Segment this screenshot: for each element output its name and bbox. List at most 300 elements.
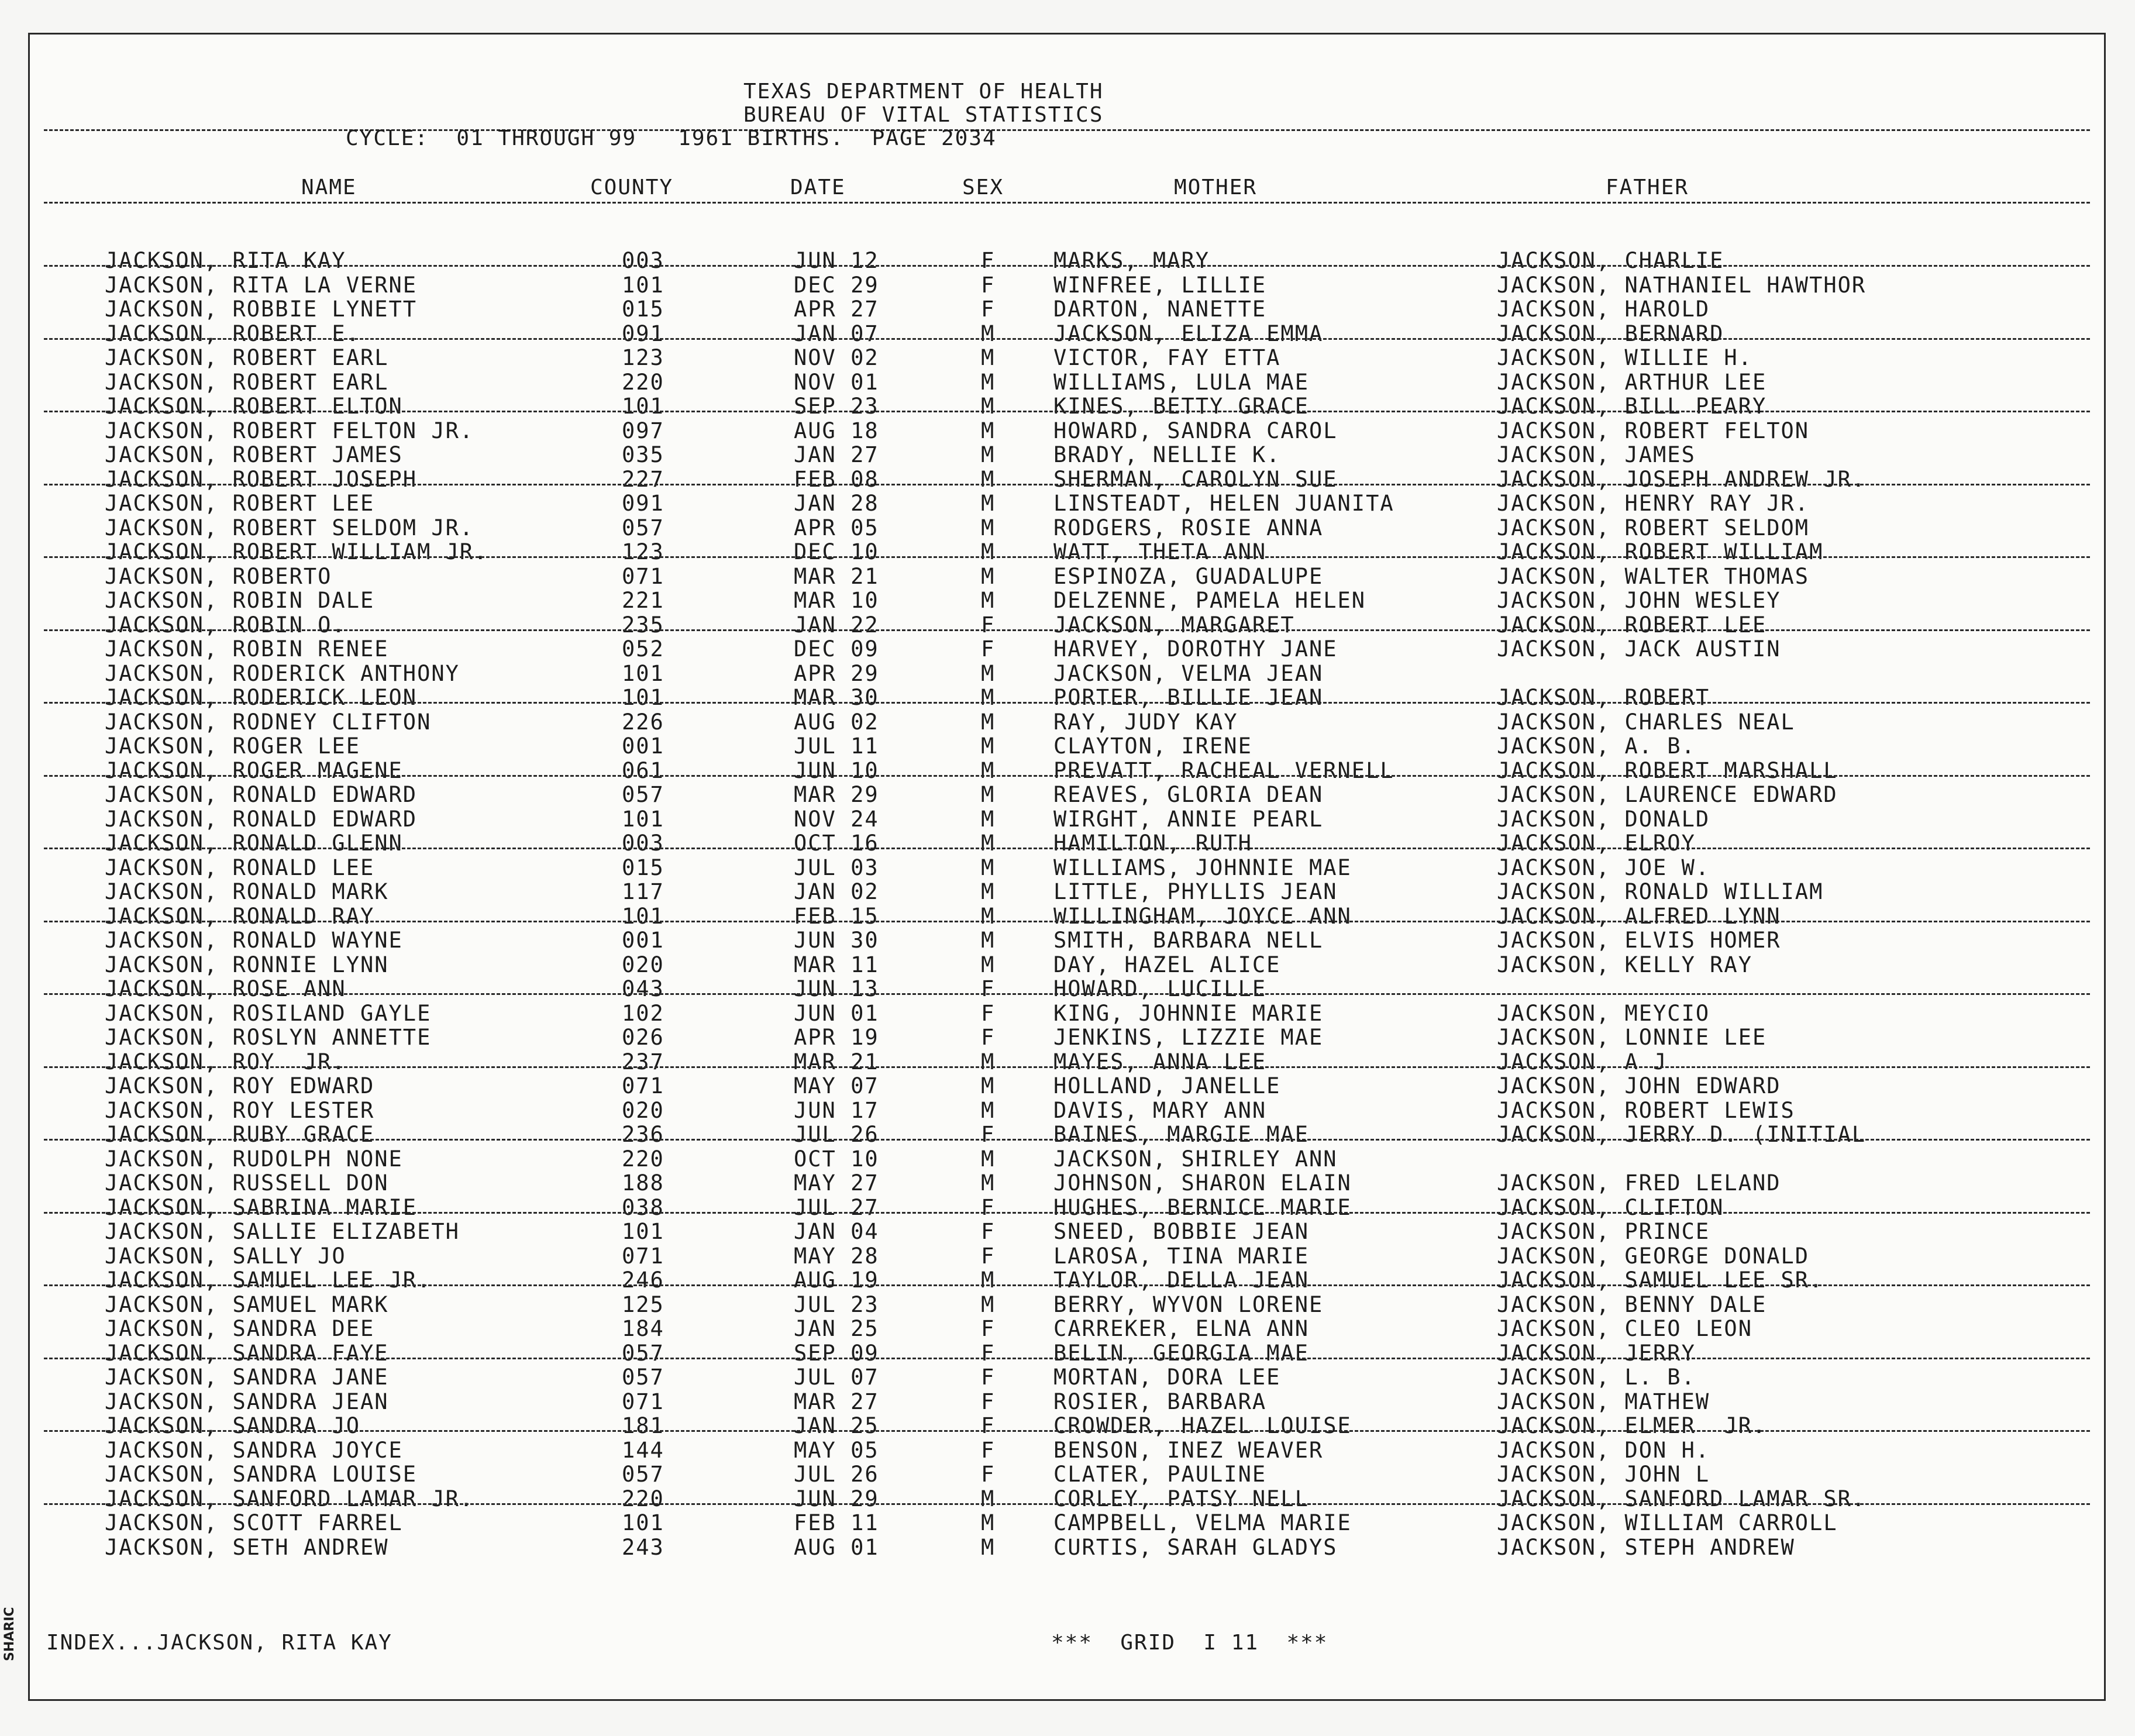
cell-date: JUN 13 <box>794 976 879 1001</box>
report-subtitle: BUREAU OF VITAL STATISTICS <box>743 103 1104 127</box>
cell-sex: M <box>981 491 996 516</box>
table-row <box>30 613 2104 637</box>
cell-name: JACKSON, RONALD GLENN <box>105 831 403 856</box>
cell-county: 101 <box>622 806 664 832</box>
cell-county: 220 <box>622 1146 664 1172</box>
cell-name: JACKSON, SANDRA LOUISE <box>105 1462 418 1487</box>
cell-date: DEC 10 <box>794 539 879 564</box>
cell-date: MAY 27 <box>794 1170 879 1196</box>
cell-mother: SNEED, BOBBIE JEAN <box>1053 1219 1309 1244</box>
cell-father: JACKSON, ARTHUR LEE <box>1497 369 1767 395</box>
cell-father: JACKSON, KELLY RAY <box>1497 952 1752 977</box>
cell-name: JACKSON, RONNIE LYNN <box>105 952 389 977</box>
cell-name: JACKSON, ROY LESTER <box>105 1097 375 1123</box>
table-row <box>30 297 2104 321</box>
row-separator <box>44 993 2090 995</box>
cell-name: JACKSON, SABRINA MARIE <box>105 1194 418 1220</box>
cell-sex: M <box>981 1049 996 1074</box>
table-row <box>30 1268 2104 1292</box>
cell-mother: LITTLE, PHYLLIS JEAN <box>1053 879 1338 904</box>
col-header-sex: SEX <box>962 175 1004 199</box>
cell-mother: KINES, BETTY GRACE <box>1053 394 1309 419</box>
cell-sex: M <box>981 757 996 783</box>
row-separator <box>44 1139 2090 1141</box>
table-row <box>30 831 2104 855</box>
cell-name: JACKSON, ROBIN O. <box>105 612 346 638</box>
cell-name: JACKSON, ROGER MAGENE <box>105 757 403 783</box>
cell-county: 101 <box>622 1219 664 1244</box>
cell-name: JACKSON, ROBIN RENEE <box>105 636 389 662</box>
table-row <box>30 467 2104 491</box>
cell-county: 181 <box>622 1413 664 1438</box>
row-separator <box>44 848 2090 849</box>
table-row <box>30 1001 2104 1025</box>
cell-father: JACKSON, A J <box>1497 1049 1668 1074</box>
table-row <box>30 540 2104 564</box>
cell-county: 125 <box>622 1291 664 1317</box>
cell-mother: HOWARD, SANDRA CAROL <box>1053 418 1338 443</box>
cell-mother: PORTER, BILLIE JEAN <box>1053 685 1324 710</box>
cell-date: JUL 26 <box>794 1462 879 1487</box>
cell-county: 246 <box>622 1267 664 1293</box>
cell-name: JACKSON, RITA KAY <box>105 248 346 273</box>
table-row <box>30 662 2104 686</box>
cell-sex: M <box>981 879 996 904</box>
cell-sex: M <box>981 1170 996 1196</box>
table-row <box>30 1171 2104 1195</box>
cell-date: JUL 07 <box>794 1365 879 1390</box>
cell-father: JACKSON, GEORGE DONALD <box>1497 1243 1810 1269</box>
cell-sex: M <box>981 515 996 540</box>
table-row <box>30 1341 2104 1365</box>
cell-county: 144 <box>622 1437 664 1463</box>
cell-sex: F <box>981 297 996 322</box>
cell-sex: F <box>981 1462 996 1487</box>
cell-mother: MAYES, ANNA LEE <box>1053 1049 1267 1074</box>
cell-father: JACKSON, DONALD <box>1497 806 1710 832</box>
cell-county: 035 <box>622 442 664 467</box>
table-row <box>30 1511 2104 1535</box>
cell-father: JACKSON, NATHANIEL HAWTHOR <box>1497 272 1867 298</box>
table-row <box>30 1487 2104 1511</box>
row-separator <box>44 338 2090 340</box>
row-separator <box>44 484 2090 485</box>
cell-date: MAR 10 <box>794 588 879 613</box>
table-row <box>30 953 2104 977</box>
cell-father: JACKSON, A. B. <box>1497 733 1696 759</box>
cell-mother: WILLINGHAM, JOYCE ANN <box>1053 903 1352 929</box>
table-row <box>30 880 2104 904</box>
cell-name: JACKSON, ROBBIE LYNETT <box>105 297 418 322</box>
cell-county: 123 <box>622 345 664 370</box>
cell-sex: M <box>981 831 996 856</box>
cell-county: 015 <box>622 855 664 880</box>
row-separator <box>44 556 2090 558</box>
cell-father: JACKSON, MEYCIO <box>1497 1000 1710 1026</box>
cell-date: JAN 27 <box>794 442 879 467</box>
cell-father: JACKSON, JACK AUSTIN <box>1497 636 1781 662</box>
cell-date: AUG 01 <box>794 1534 879 1560</box>
cell-sex: F <box>981 612 996 638</box>
row-separator <box>44 411 2090 412</box>
cell-name: JACKSON, RONALD LEE <box>105 855 375 880</box>
cell-name: JACKSON, SANDRA JANE <box>105 1365 389 1390</box>
cell-mother: MARKS, MARY <box>1053 248 1210 273</box>
col-header-county: COUNTY <box>590 175 674 199</box>
cell-name: JACKSON, ROY EDWARD <box>105 1073 375 1098</box>
cell-date: JAN 28 <box>794 491 879 516</box>
table-row <box>30 322 2104 346</box>
cell-mother: VICTOR, FAY ETTA <box>1053 345 1281 370</box>
cell-sex: M <box>981 1146 996 1172</box>
cell-mother: DAVIS, MARY ANN <box>1053 1097 1267 1123</box>
cell-mother: JACKSON, MARGARET <box>1053 612 1295 638</box>
cell-father: JACKSON, WALTER THOMAS <box>1497 563 1810 589</box>
cell-date: NOV 24 <box>794 806 879 832</box>
col-header-father: FATHER <box>1606 175 1689 199</box>
cell-date: FEB 08 <box>794 466 879 492</box>
cell-date: DEC 29 <box>794 272 879 298</box>
cell-date: JUL 11 <box>794 733 879 759</box>
cell-mother: REAVES, GLORIA DEAN <box>1053 782 1324 807</box>
table-row <box>30 759 2104 783</box>
cell-date: JUL 23 <box>794 1291 879 1317</box>
cell-sex: F <box>981 1316 996 1341</box>
cell-county: 038 <box>622 1194 664 1220</box>
cell-mother: RODGERS, ROSIE ANNA <box>1053 515 1324 540</box>
cell-date: JUL 03 <box>794 855 879 880</box>
table-row <box>30 564 2104 588</box>
cell-sex: F <box>981 1243 996 1269</box>
cell-county: 057 <box>622 782 664 807</box>
table-row <box>30 734 2104 758</box>
cell-mother: ESPINOZA, GUADALUPE <box>1053 563 1324 589</box>
table-row <box>30 807 2104 831</box>
table-row <box>30 1535 2104 1559</box>
cell-father: JACKSON, ELMER JR. <box>1497 1413 1767 1438</box>
cell-mother: CLAYTON, IRENE <box>1053 733 1252 759</box>
col-header-name: NAME <box>301 175 357 199</box>
header-rule-bottom <box>44 202 2090 204</box>
cell-sex: M <box>981 855 996 880</box>
cell-name: JACKSON, ROBERT EARL <box>105 345 389 370</box>
cell-county: 071 <box>622 1073 664 1098</box>
table-row <box>30 1074 2104 1098</box>
cell-name: JACKSON, RUSSELL DON <box>105 1170 389 1196</box>
cell-county: 052 <box>622 636 664 662</box>
cell-county: 003 <box>622 248 664 273</box>
cell-father: JACKSON, ROBERT WILLIAM <box>1497 539 1824 564</box>
cell-date: JAN 25 <box>794 1413 879 1438</box>
cell-county: 057 <box>622 515 664 540</box>
cell-county: 001 <box>622 733 664 759</box>
table-row <box>30 1462 2104 1486</box>
cell-county: 061 <box>622 757 664 783</box>
cell-name: JACKSON, ROBERT E. <box>105 321 360 346</box>
cell-sex: F <box>981 1389 996 1414</box>
cell-name: JACKSON, ROBERT LEE <box>105 491 375 516</box>
report-title: TEXAS DEPARTMENT OF HEALTH <box>743 80 1104 104</box>
cell-mother: CLATER, PAULINE <box>1053 1462 1267 1487</box>
cell-mother: BELIN, GEORGIA MAE <box>1053 1340 1309 1366</box>
table-row <box>30 1438 2104 1462</box>
cell-name: JACKSON, ROY JR. <box>105 1049 346 1074</box>
cell-date: MAR 21 <box>794 1049 879 1074</box>
table-row <box>30 443 2104 467</box>
cell-sex: M <box>981 709 996 735</box>
cell-father: JACKSON, SAMUEL LEE SR. <box>1497 1267 1824 1293</box>
cell-mother: WILLIAMS, LULA MAE <box>1053 369 1309 395</box>
cell-father: JACKSON, JOHN EDWARD <box>1497 1073 1781 1098</box>
cell-sex: F <box>981 248 996 273</box>
cell-county: 043 <box>622 976 664 1001</box>
table-row <box>30 637 2104 661</box>
cell-county: 057 <box>622 1340 664 1366</box>
table-row <box>30 394 2104 418</box>
cell-father: JACKSON, MATHEW <box>1497 1389 1710 1414</box>
table-row <box>30 1293 2104 1317</box>
cell-date: JUN 10 <box>794 757 879 783</box>
cell-father: JACKSON, ROBERT <box>1497 685 1710 710</box>
cell-sex: M <box>981 442 996 467</box>
cell-date: FEB 11 <box>794 1510 879 1535</box>
cell-sex: F <box>981 1194 996 1220</box>
table-row <box>30 273 2104 297</box>
cell-date: AUG 02 <box>794 709 879 735</box>
cell-father: JACKSON, WILLIE H. <box>1497 345 1752 370</box>
cell-county: 071 <box>622 1389 664 1414</box>
cell-county: 071 <box>622 1243 664 1269</box>
cell-mother: HOLLAND, JANELLE <box>1053 1073 1281 1098</box>
cell-county: 184 <box>622 1316 664 1341</box>
cell-name: JACKSON, SANDRA JOYCE <box>105 1437 403 1463</box>
cell-father: JACKSON, JERRY <box>1497 1340 1696 1366</box>
cell-sex: M <box>981 418 996 443</box>
cell-mother: JOHNSON, SHARON ELAIN <box>1053 1170 1352 1196</box>
cell-date: FEB 15 <box>794 903 879 929</box>
row-separator <box>44 1358 2090 1359</box>
cell-name: JACKSON, SCOTT FARREL <box>105 1510 403 1535</box>
table-row <box>30 516 2104 540</box>
cell-date: APR 19 <box>794 1025 879 1050</box>
cell-father: JACKSON, CLEO LEON <box>1497 1316 1752 1341</box>
cell-date: OCT 16 <box>794 831 879 856</box>
cell-sex: M <box>981 345 996 370</box>
table-row <box>30 1365 2104 1389</box>
cell-name: JACKSON, SANDRA FAYE <box>105 1340 389 1366</box>
cell-father: JACKSON, ROBERT MARSHALL <box>1497 757 1838 783</box>
cell-mother: BENSON, INEZ WEAVER <box>1053 1437 1324 1463</box>
cell-sex: M <box>981 321 996 346</box>
cell-sex: M <box>981 394 996 419</box>
cell-mother: CARREKER, ELNA ANN <box>1053 1316 1309 1341</box>
cell-name: JACKSON, RUBY GRACE <box>105 1122 375 1147</box>
cell-father: JACKSON, DON H. <box>1497 1437 1710 1463</box>
cell-date: SEP 09 <box>794 1340 879 1366</box>
cell-name: JACKSON, SANDRA JO <box>105 1413 360 1438</box>
cell-sex: F <box>981 1413 996 1438</box>
cell-date: SEP 23 <box>794 394 879 419</box>
cell-county: 091 <box>622 491 664 516</box>
cell-sex: M <box>981 1510 996 1535</box>
row-separator <box>44 1503 2090 1505</box>
row-separator <box>44 629 2090 631</box>
cell-date: MAR 21 <box>794 563 879 589</box>
cell-name: JACKSON, RUDOLPH NONE <box>105 1146 403 1172</box>
cell-county: 226 <box>622 709 664 735</box>
cell-father: JACKSON, ELROY <box>1497 831 1696 856</box>
cell-sex: M <box>981 733 996 759</box>
cell-sex: M <box>981 1291 996 1317</box>
cell-date: OCT 10 <box>794 1146 879 1172</box>
row-separator <box>44 921 2090 922</box>
cell-sex: F <box>981 1122 996 1147</box>
cell-name: JACKSON, ROBERT JAMES <box>105 442 403 467</box>
cell-name: JACKSON, RITA LA VERNE <box>105 272 418 298</box>
cell-sex: M <box>981 369 996 395</box>
cell-father: JACKSON, JERRY D. (INITIAL <box>1497 1122 1867 1147</box>
cell-county: 235 <box>622 612 664 638</box>
table-row <box>30 346 2104 370</box>
cell-county: 237 <box>622 1049 664 1074</box>
cell-mother: DELZENNE, PAMELA HELEN <box>1053 588 1366 613</box>
cell-mother: LAROSA, TINA MARIE <box>1053 1243 1309 1269</box>
cell-county: 236 <box>622 1122 664 1147</box>
cell-name: JACKSON, ROSILAND GAYLE <box>105 1000 432 1026</box>
cell-father: JACKSON, BILL PEARY <box>1497 394 1767 419</box>
cell-mother: JENKINS, LIZZIE MAE <box>1053 1025 1324 1050</box>
cell-county: 057 <box>622 1462 664 1487</box>
cell-name: JACKSON, RODERICK ANTHONY <box>105 660 460 686</box>
cell-sex: M <box>981 1534 996 1560</box>
cell-county: 243 <box>622 1534 664 1560</box>
table-row <box>30 419 2104 443</box>
cell-date: MAR 27 <box>794 1389 879 1414</box>
cell-name: JACKSON, SALLIE ELIZABETH <box>105 1219 460 1244</box>
cell-sex: M <box>981 952 996 977</box>
cell-county: 071 <box>622 563 664 589</box>
cell-county: 020 <box>622 1097 664 1123</box>
cell-sex: M <box>981 685 996 710</box>
table-row <box>30 1220 2104 1244</box>
cell-date: DEC 09 <box>794 636 879 662</box>
cell-sex: M <box>981 563 996 589</box>
table-row <box>30 856 2104 880</box>
cell-name: JACKSON, SETH ANDREW <box>105 1534 389 1560</box>
row-separator <box>44 1212 2090 1214</box>
row-separator <box>44 775 2090 777</box>
cell-county: 221 <box>622 588 664 613</box>
cell-sex: F <box>981 1365 996 1390</box>
table-row <box>30 977 2104 1001</box>
cell-date: JUN 12 <box>794 248 879 273</box>
cell-date: APR 29 <box>794 660 879 686</box>
cell-mother: BRADY, NELLIE K. <box>1053 442 1281 467</box>
cell-mother: TAYLOR, DELLA JEAN <box>1053 1267 1309 1293</box>
cell-county: 015 <box>622 297 664 322</box>
cell-sex: M <box>981 1097 996 1123</box>
cell-name: JACKSON, ROSE ANN <box>105 976 346 1001</box>
cell-date: APR 27 <box>794 297 879 322</box>
cell-name: JACKSON, SANDRA JEAN <box>105 1389 389 1414</box>
table-row <box>30 1147 2104 1171</box>
cell-date: JUL 27 <box>794 1194 879 1220</box>
cell-date: JUN 29 <box>794 1486 879 1511</box>
side-tag: SHARIC <box>2 1607 17 1661</box>
cell-county: 117 <box>622 879 664 904</box>
cell-sex: M <box>981 466 996 492</box>
cell-date: JAN 04 <box>794 1219 879 1244</box>
cell-name: JACKSON, RODNEY CLIFTON <box>105 709 432 735</box>
cell-name: JACKSON, ROBERT JOSEPH <box>105 466 418 492</box>
cell-name: JACKSON, RONALD RAY <box>105 903 375 929</box>
cell-county: 101 <box>622 660 664 686</box>
table-row <box>30 928 2104 952</box>
table-row <box>30 491 2104 515</box>
cell-sex: F <box>981 1219 996 1244</box>
cell-county: 220 <box>622 369 664 395</box>
cell-name: JACKSON, SAMUEL LEE JR. <box>105 1267 432 1293</box>
cell-sex: M <box>981 903 996 929</box>
cell-mother: CORLEY, PATSY NELL <box>1053 1486 1309 1511</box>
footer-grid: *** GRID I 11 *** <box>1051 1631 1328 1655</box>
cell-father: JACKSON, HENRY RAY JR. <box>1497 491 1810 516</box>
cell-sex: M <box>981 588 996 613</box>
cell-sex: M <box>981 782 996 807</box>
cell-sex: M <box>981 1267 996 1293</box>
cell-county: 102 <box>622 1000 664 1026</box>
cell-father: JACKSON, ELVIS HOMER <box>1497 928 1781 953</box>
col-header-date: DATE <box>790 175 846 199</box>
cell-mother: SHERMAN, CAROLYN SUE <box>1053 466 1338 492</box>
cell-mother: ROSIER, BARBARA <box>1053 1389 1267 1414</box>
cell-county: 188 <box>622 1170 664 1196</box>
cell-father: JACKSON, JOE W. <box>1497 855 1710 880</box>
table-row <box>30 588 2104 612</box>
cell-mother: WIRGHT, ANNIE PEARL <box>1053 806 1324 832</box>
cell-mother: JACKSON, ELIZA EMMA <box>1053 321 1324 346</box>
cell-mother: CROWDER, HAZEL LOUISE <box>1053 1413 1352 1438</box>
table-row <box>30 904 2104 928</box>
cell-father: JACKSON, L. B. <box>1497 1365 1696 1390</box>
cell-name: JACKSON, ROGER LEE <box>105 733 360 759</box>
cell-county: 001 <box>622 928 664 953</box>
cell-father: JACKSON, RONALD WILLIAM <box>1497 879 1824 904</box>
cell-date: MAY 07 <box>794 1073 879 1098</box>
cell-name: JACKSON, SANFORD LAMAR JR. <box>105 1486 474 1511</box>
cell-sex: F <box>981 976 996 1001</box>
cell-county: 057 <box>622 1365 664 1390</box>
cell-name: JACKSON, RONALD EDWARD <box>105 782 418 807</box>
cell-mother: WATT, THETA ANN <box>1053 539 1267 564</box>
cell-date: MAY 05 <box>794 1437 879 1463</box>
cell-father: JACKSON, SANFORD LAMAR SR. <box>1497 1486 1867 1511</box>
col-header-mother: MOTHER <box>1174 175 1258 199</box>
cell-name: JACKSON, RONALD EDWARD <box>105 806 418 832</box>
cell-father: JACKSON, BENNY DALE <box>1497 1291 1767 1317</box>
cell-name: JACKSON, RONALD WAYNE <box>105 928 403 953</box>
cell-sex: F <box>981 272 996 298</box>
cell-date: AUG 19 <box>794 1267 879 1293</box>
cell-father: JACKSON, LAURENCE EDWARD <box>1497 782 1838 807</box>
cell-name: JACKSON, RONALD MARK <box>105 879 389 904</box>
table-row <box>30 686 2104 709</box>
cell-date: MAR 29 <box>794 782 879 807</box>
cell-sex: M <box>981 539 996 564</box>
cell-father: JACKSON, ROBERT FELTON <box>1497 418 1810 443</box>
cell-father: JACKSON, ROBERT SELDOM <box>1497 515 1810 540</box>
cell-county: 101 <box>622 903 664 929</box>
